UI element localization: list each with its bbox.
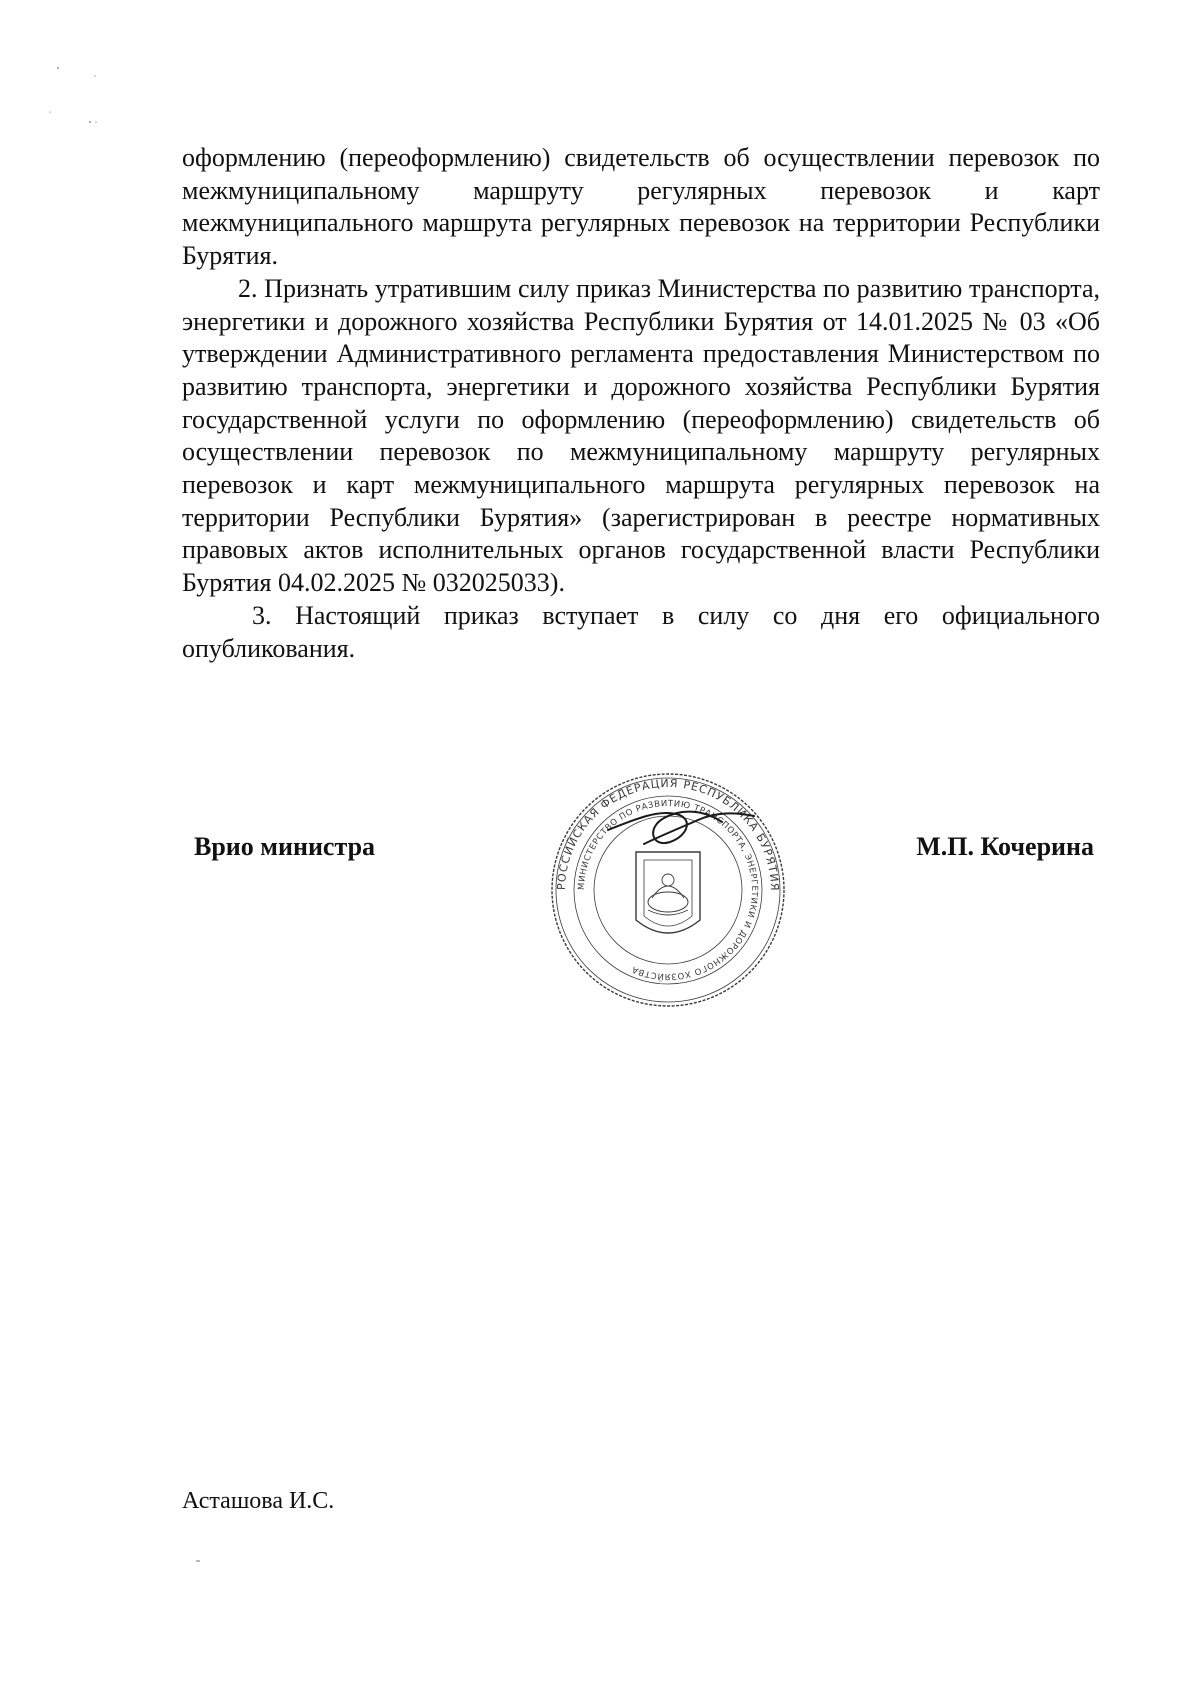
scan-artifact-dot xyxy=(196,1560,200,1562)
coat-of-arms-icon xyxy=(636,852,700,933)
paragraph-3: 3. Настоящий приказ вступает в силу со дня его официального опубликования. xyxy=(182,600,1100,663)
signer-name: М.П. Кочерина xyxy=(916,832,1094,861)
signer-position-title: Врио министра xyxy=(194,832,376,861)
scan-artifact-marks xyxy=(40,60,120,140)
executor-name: Асташова И.С. xyxy=(182,1488,335,1514)
document-body xyxy=(182,142,1100,665)
official-seal-stamp xyxy=(548,770,788,1010)
seal-inner-text: МИНИСТЕРСТВО ПО РАЗВИТИЮ ТРАНСПОРТА, ЭНЕРГЕТИКИ И ДОРОЖНОГО ХОЗЯЙСТВА xyxy=(576,798,760,982)
svg-text:РОССИЙСКАЯ ФЕДЕРАЦИЯ РЕСПУБЛИК xyxy=(555,777,781,892)
svg-text:МИНИСТЕРСТВО ПО РАЗВИТИЮ ТРАНС xyxy=(577,799,759,983)
seal-outer-text: РОССИЙСКАЯ ФЕДЕРАЦИЯ РЕСПУБЛИКА БУРЯТИЯ xyxy=(554,776,782,892)
paragraph-2: 2. Признать утратившим силу приказ Министерства по развитию транспорта, энергетики и дорожного хозяйства Республики Бурятия от 14.01.2025 № 03 «Об утверждении Административного регламента предоставления Министерством по развитию транспорта, энергетики и дорожного хозяйства Республики Бурятия государственной услуги по оформлению (переоформлению) свидетельств об осуществлении перевозок по межмуниципальному маршруту регулярных перевозок и карт межмуниципального маршрута регулярных перевозок на территории Республики Бурятия» (зарегистрирован в реестре нормативных правовых актов исполнительных органов государственной власти Республики Бурятия 04.02.2025 № 032025033). xyxy=(182,273,1100,598)
paragraph-1-continuation: оформлению (переоформлению) свидетельств об осуществлении перевозок по межмуниципальному маршруту регулярных перевозок и карт межмуниципального маршрута регулярных перевозок на территории Республики Бурятия. xyxy=(182,143,1100,271)
